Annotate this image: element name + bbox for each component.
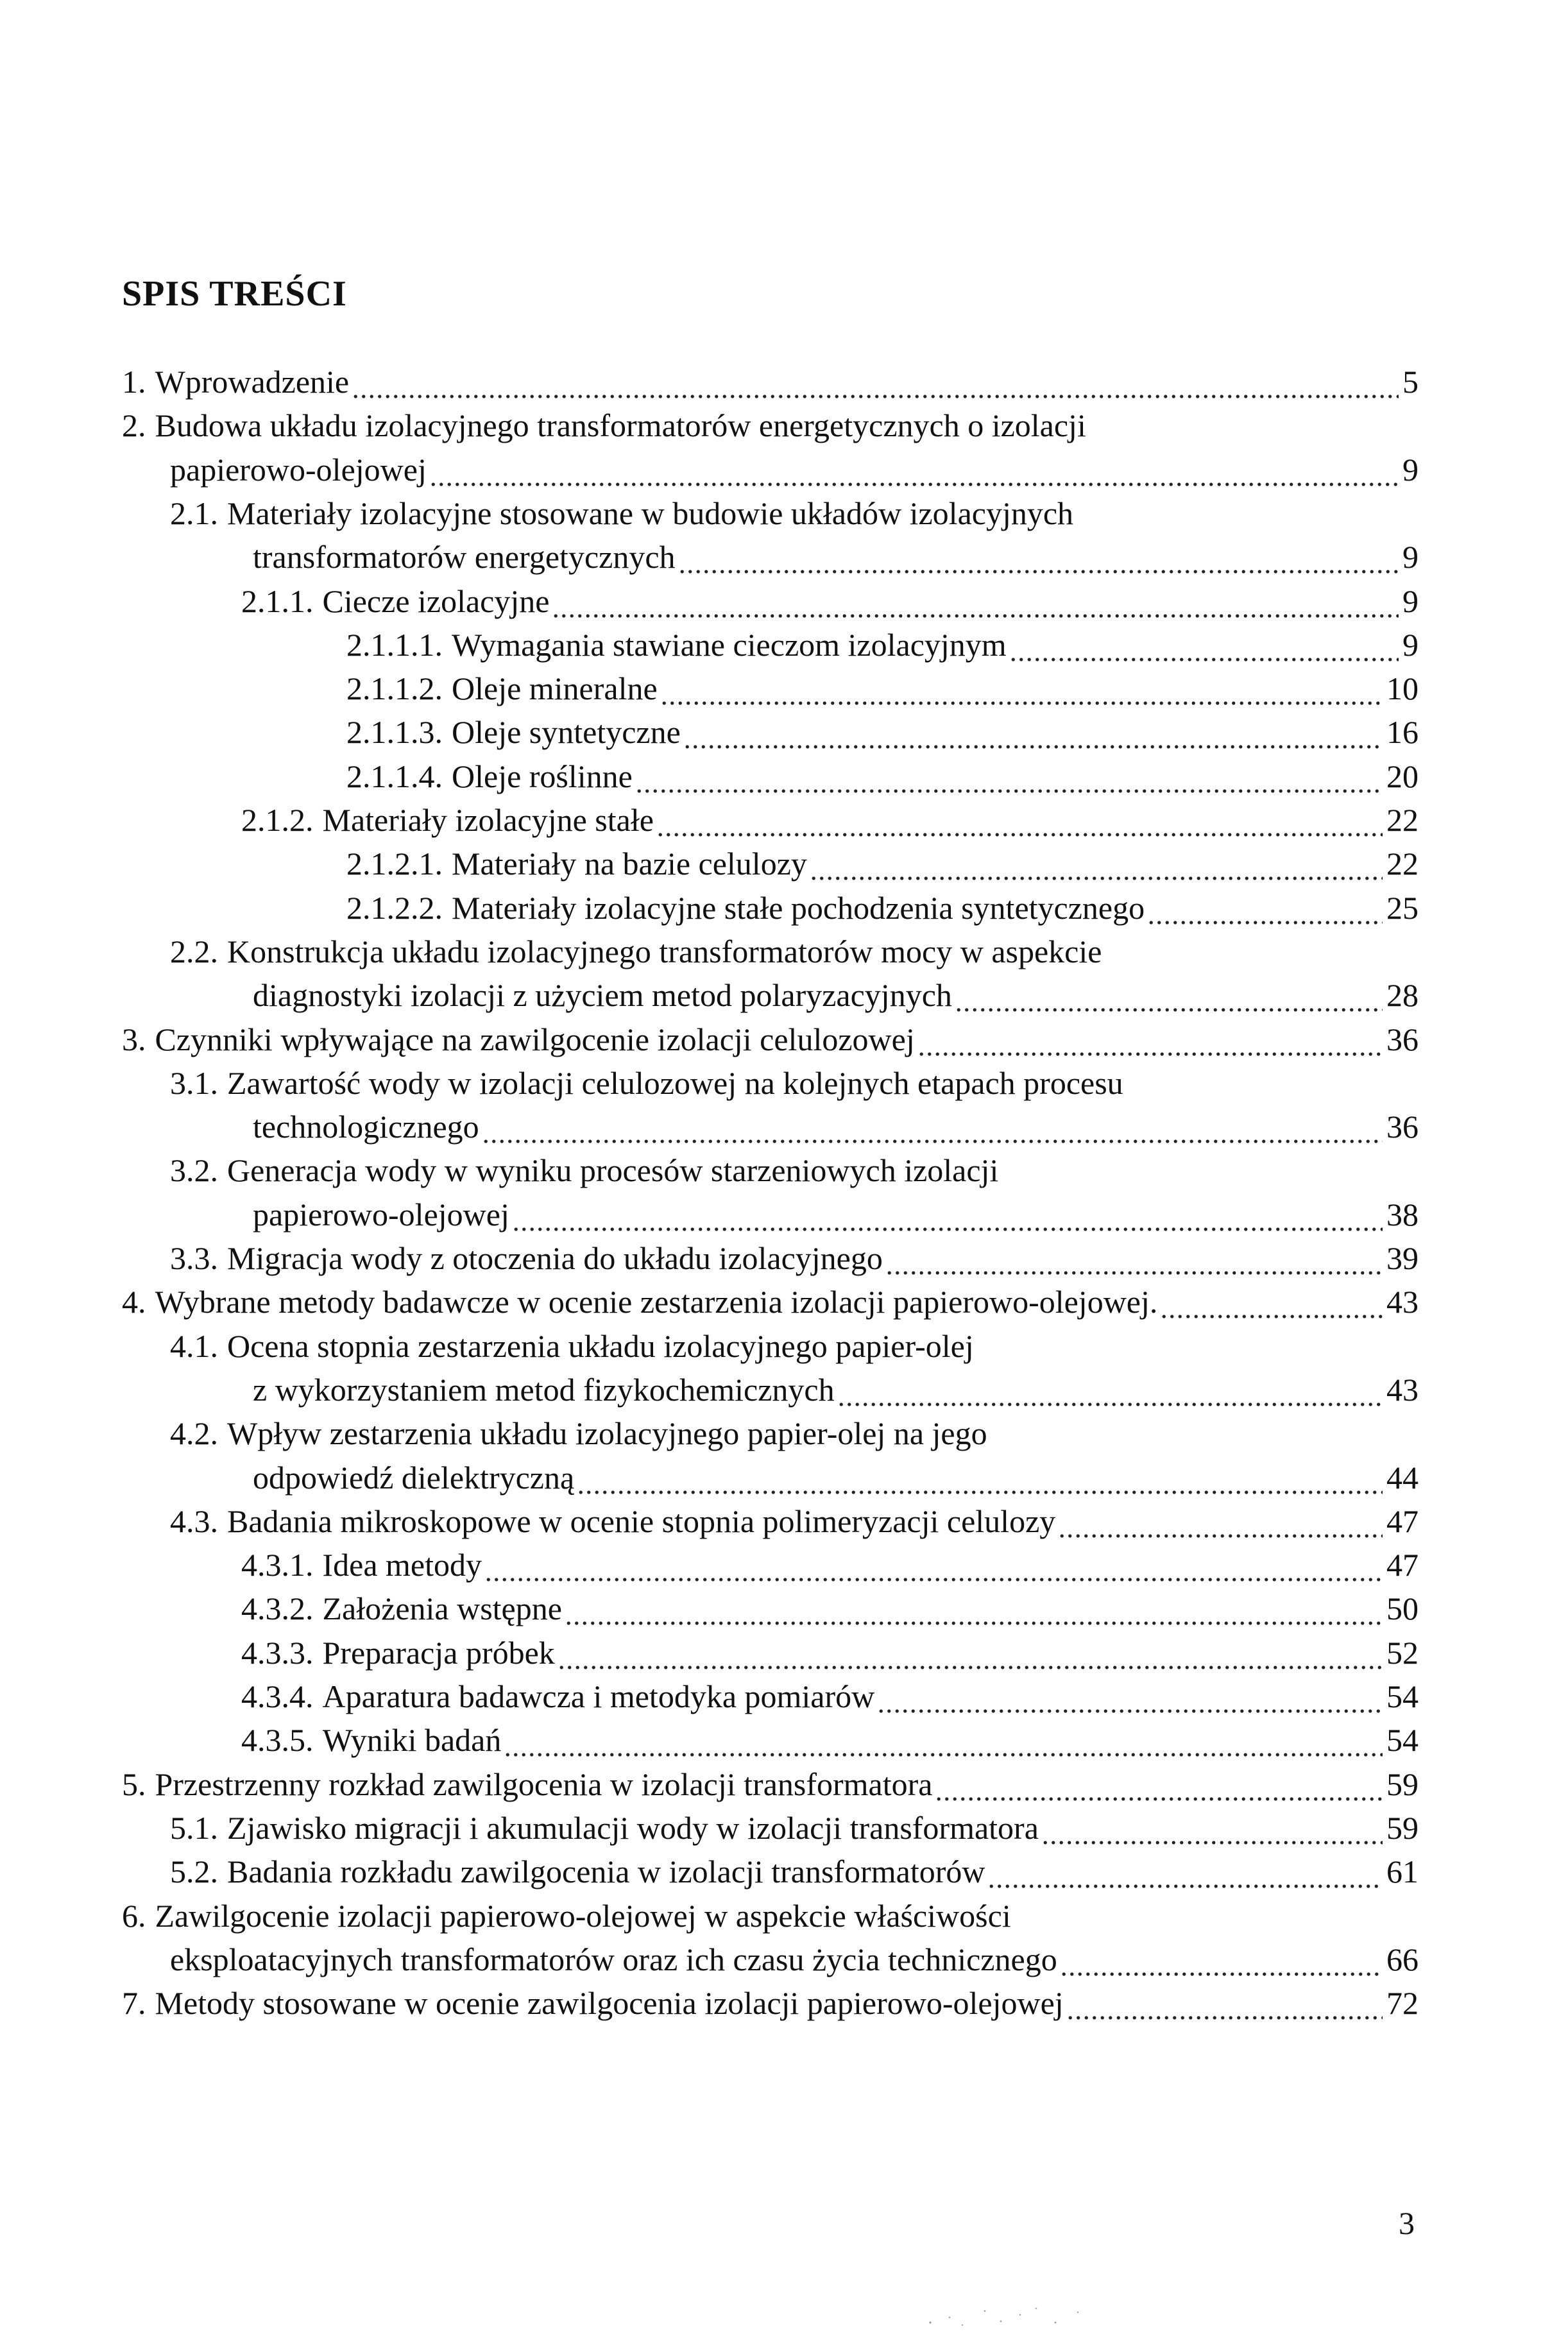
toc-entry-number: 3. <box>122 1021 146 1057</box>
toc-entry-page: 16 <box>1386 714 1419 751</box>
toc-entry[interactable] <box>346 754 1419 799</box>
toc-entry-page: 25 <box>1386 889 1419 926</box>
toc-entry-number: 2.1.1.2. <box>346 670 443 707</box>
dot-leader <box>504 1718 1383 1762</box>
toc-entry[interactable] <box>241 1542 1419 1587</box>
dot-leader <box>552 579 1399 624</box>
toc-entry-title: technologicznego <box>253 1109 479 1145</box>
toc-entry-page: 43 <box>1386 1371 1419 1408</box>
toc-entry-title: Materiały izolacyjne stałe <box>322 802 654 838</box>
toc-entry-page: 36 <box>1386 1109 1419 1145</box>
toc-entry-number: 2.1. <box>170 495 218 531</box>
toc-entry-title: Ocena stopnia zestarzenia układu izolacyjnego papier-olej <box>227 1327 974 1364</box>
toc-entry[interactable] <box>241 1586 1419 1631</box>
toc-entry-number: 4.3.4. <box>241 1678 314 1714</box>
dot-leader <box>810 841 1383 886</box>
dot-leader <box>484 1542 1383 1587</box>
toc-entry-page: 22 <box>1386 846 1419 882</box>
toc-entry-page: 9 <box>1402 626 1419 663</box>
dot-leader <box>1066 1981 1383 2025</box>
dot-leader <box>565 1586 1383 1631</box>
dot-leader <box>917 1017 1383 1062</box>
toc-entry-title: Przestrzenny rozkład zawilgocenia w izolacji transformatora <box>155 1766 933 1802</box>
dot-leader <box>1060 1937 1383 1982</box>
toc-entry-number: 5. <box>122 1766 146 1802</box>
toc-entry-page: 52 <box>1386 1634 1419 1671</box>
toc-entry[interactable] <box>346 710 1419 755</box>
toc-entry-page: 10 <box>1386 670 1419 707</box>
toc-entry[interactable] <box>241 1718 1419 1762</box>
toc-entry-number: 7. <box>122 1985 146 2022</box>
toc-entry-number: 4.3.5. <box>241 1722 314 1759</box>
toc-entry-number: 2.2. <box>170 933 218 969</box>
toc-entry-title: Założenia wstępne <box>322 1590 562 1627</box>
toc-entry-title: Konstrukcja układu izolacyjnego transformatorów mocy w aspekcie <box>227 933 1102 969</box>
dot-leader <box>837 1367 1383 1412</box>
dot-leader <box>955 973 1383 1018</box>
page-title: SPIS TREŚCI <box>122 274 347 314</box>
toc-entry-title: papierowo-olejowej <box>253 1196 509 1232</box>
toc-entry-title: Idea metody <box>322 1547 482 1583</box>
toc-entry[interactable] <box>241 1630 1419 1675</box>
toc-entry-page: 61 <box>1386 1854 1419 1890</box>
toc-entry[interactable] <box>170 447 1419 492</box>
toc-entry-page: 50 <box>1386 1590 1419 1627</box>
toc-entry[interactable] <box>253 534 1419 579</box>
dot-leader <box>1147 885 1383 930</box>
toc-entry-title: odpowiedź dielektryczną <box>253 1459 575 1496</box>
toc-entry-title: Ciecze izolacyjne <box>322 583 550 619</box>
toc-entry[interactable] <box>170 1411 987 1456</box>
toc-entry-number: 2.1.2. <box>241 802 314 838</box>
dot-leader <box>987 1849 1383 1894</box>
toc-entry-page: 36 <box>1386 1021 1419 1057</box>
toc-entry-page: 9 <box>1402 539 1419 576</box>
toc-entry-title: Wybrane metody badawcze w ocenie zestarzenia izolacji papierowo-olejowej. <box>155 1284 1158 1320</box>
toc-entry-page: 47 <box>1386 1503 1419 1539</box>
toc-entry[interactable] <box>170 491 1073 536</box>
dot-leader <box>482 1104 1383 1149</box>
toc-entry[interactable] <box>346 622 1419 667</box>
toc-entry-title: Materiały izolacyjne stosowane w budowie układów izolacyjnych <box>227 495 1074 531</box>
dot-leader <box>512 1192 1383 1237</box>
toc-entry-page: 59 <box>1386 1809 1419 1846</box>
toc-entry-title: Materiały na bazie celulozy <box>452 846 807 882</box>
toc-entry-page: 20 <box>1386 758 1419 794</box>
toc-entry-title: Wyniki badań <box>322 1722 502 1759</box>
toc-entry-page: 72 <box>1386 1985 1419 2022</box>
toc-entry[interactable] <box>253 1192 1419 1237</box>
toc-entry-number: 5.2. <box>170 1854 218 1890</box>
toc-entry[interactable] <box>170 1061 1123 1105</box>
toc-entry-number: 4.3.3. <box>241 1634 314 1671</box>
toc-entry-title: Budowa układu izolacyjnego transformatorów energetycznych o izolacji <box>155 407 1086 444</box>
dot-leader <box>577 1455 1383 1500</box>
toc-entry-number: 6. <box>122 1897 146 1934</box>
toc-entry-page: 59 <box>1386 1766 1419 1802</box>
toc-entry-number: 4.3.2. <box>241 1590 314 1627</box>
toc-entry-title: Zawilgocenie izolacji papierowo-olejowej w aspekcie właściwości <box>155 1897 1011 1934</box>
toc-entry[interactable] <box>170 1324 974 1369</box>
toc-entry[interactable] <box>253 973 1419 1018</box>
toc-entry-title: Czynniki wpływające na zawilgocenie izolacji celulozowej <box>155 1021 915 1057</box>
toc-entry-title: Wprowadzenie <box>155 364 350 400</box>
toc-entry[interactable] <box>122 1762 1419 1807</box>
toc-entry-page: 22 <box>1386 802 1419 838</box>
toc-entry[interactable] <box>241 797 1419 842</box>
toc-entry-page: 9 <box>1402 583 1419 619</box>
toc-entry[interactable] <box>253 1367 1419 1412</box>
dot-leader <box>660 666 1383 711</box>
toc-entry[interactable] <box>346 666 1419 711</box>
dot-leader <box>635 754 1383 799</box>
toc-entry-number: 2.1.1. <box>241 583 314 619</box>
toc-entry-number: 2.1.2.1. <box>346 846 443 882</box>
page-number: 3 <box>1399 2205 1415 2241</box>
toc-entry-page: 66 <box>1386 1941 1419 1977</box>
toc-entry-title: Migracja wody z otoczenia do układu izolacyjnego <box>227 1240 883 1276</box>
dot-leader <box>1041 1805 1383 1850</box>
dot-leader <box>683 710 1383 755</box>
toc-entry-page: 9 <box>1402 451 1419 488</box>
toc-entry-title: Wpływ zestarzenia układu izolacyjnego papier-olej na jego <box>227 1415 987 1452</box>
toc-entry-title: Badania mikroskopowe w ocenie stopnia polimeryzacji celulozy <box>227 1503 1056 1539</box>
dot-leader <box>429 447 1399 492</box>
toc-entry[interactable] <box>122 359 1419 404</box>
dot-leader <box>1009 622 1399 667</box>
toc-entry-page: 47 <box>1386 1547 1419 1583</box>
dot-leader <box>877 1674 1383 1719</box>
toc-entry[interactable] <box>170 1499 1419 1544</box>
dot-leader <box>885 1236 1383 1281</box>
toc-entry-number: 2.1.1.3. <box>346 714 443 751</box>
toc-entry-number: 3.1. <box>170 1064 218 1101</box>
toc-entry[interactable] <box>122 1981 1419 2025</box>
toc-entry[interactable] <box>253 1455 1419 1500</box>
toc-entry-title: Oleje syntetyczne <box>452 714 681 751</box>
toc-entry-title: diagnostyki izolacji z użyciem metod polaryzacyjnych <box>253 977 952 1014</box>
toc-entry-title: Oleje roślinne <box>452 758 633 794</box>
dot-leader <box>1160 1279 1383 1324</box>
toc-entry-page: 54 <box>1386 1678 1419 1714</box>
toc-entry[interactable] <box>170 1937 1419 1982</box>
toc-entry-number: 3.3. <box>170 1240 218 1276</box>
toc-entry[interactable] <box>170 1805 1419 1850</box>
toc-entry[interactable] <box>253 1104 1419 1149</box>
toc-entry-title: Aparatura badawcza i metodyka pomiarów <box>322 1678 875 1714</box>
toc-entry-number: 5.1. <box>170 1809 218 1846</box>
dot-leader <box>1058 1499 1383 1544</box>
toc-entry-page: 38 <box>1386 1196 1419 1232</box>
toc-entry-number: 3.2. <box>170 1152 218 1189</box>
toc-entry[interactable] <box>170 1148 998 1193</box>
toc-entry-page: 44 <box>1386 1459 1419 1496</box>
toc-entry[interactable] <box>122 1893 1011 1938</box>
toc-entry[interactable] <box>122 403 1086 448</box>
toc-entry-number: 2.1.1.4. <box>346 758 443 794</box>
toc-entry-page: 5 <box>1402 364 1419 400</box>
toc-entry-title: Generacja wody w wyniku procesów starzeniowych izolacji <box>227 1152 999 1189</box>
dot-leader <box>935 1762 1383 1807</box>
dot-leader <box>678 534 1399 579</box>
toc-entry[interactable] <box>241 1674 1419 1719</box>
toc-entry-title: Metody stosowane w ocenie zawilgocenia izolacji papierowo-olejowej <box>155 1985 1064 2022</box>
dot-leader <box>558 1630 1383 1675</box>
toc-entry[interactable] <box>170 1236 1419 1281</box>
toc-entry[interactable] <box>122 1017 1419 1062</box>
toc-entry-page: 54 <box>1386 1722 1419 1759</box>
toc-entry-title: Materiały izolacyjne stałe pochodzenia syntetycznego <box>452 889 1145 926</box>
toc-entry-page: 43 <box>1386 1284 1419 1320</box>
toc-entry-title: Wymagania stawiane cieczom izolacyjnym <box>452 626 1007 663</box>
toc-entry-number: 2.1.1.1. <box>346 626 443 663</box>
toc-entry-number: 2.1.2.2. <box>346 889 443 926</box>
toc-entry-number: 2. <box>122 407 146 444</box>
toc-entry-number: 4. <box>122 1284 146 1320</box>
dot-leader <box>352 359 1399 404</box>
toc-entry[interactable] <box>241 579 1419 624</box>
toc-entry-title: Badania rozkładu zawilgocenia w izolacji transformatorów <box>227 1854 985 1890</box>
toc-entry-title: eksploatacyjnych transformatorów oraz ich czasu życia technicznego <box>170 1941 1057 1977</box>
toc-entry-title: Zawartość wody w izolacji celulozowej na kolejnych etapach procesu <box>227 1064 1123 1101</box>
toc-entry-title: Oleje mineralne <box>452 670 658 707</box>
toc-entry[interactable] <box>170 929 1102 974</box>
toc-entry-title: Preparacja próbek <box>322 1634 555 1671</box>
toc-entry-title: z wykorzystaniem metod fizykochemicznych <box>253 1371 835 1408</box>
toc-entry[interactable] <box>122 1279 1419 1324</box>
toc-entry-number: 1. <box>122 364 146 400</box>
toc-entry-page: 28 <box>1386 977 1419 1014</box>
toc-entry[interactable] <box>346 885 1419 930</box>
toc-entry[interactable] <box>346 841 1419 886</box>
toc-entry[interactable] <box>170 1849 1419 1894</box>
toc-entry-number: 4.3.1. <box>241 1547 314 1583</box>
toc-entry-title: papierowo-olejowej <box>170 451 427 488</box>
toc-entry-number: 4.2. <box>170 1415 218 1452</box>
scan-specks <box>924 2303 1091 2329</box>
toc-entry-title: Zjawisko migracji i akumulacji wody w izolacji transformatora <box>227 1809 1039 1846</box>
dot-leader <box>656 797 1383 842</box>
toc-entry-number: 4.3. <box>170 1503 218 1539</box>
toc-entry-page: 39 <box>1386 1240 1419 1276</box>
toc-entry-title: transformatorów energetycznych <box>253 539 676 576</box>
toc-entry-number: 4.1. <box>170 1327 218 1364</box>
